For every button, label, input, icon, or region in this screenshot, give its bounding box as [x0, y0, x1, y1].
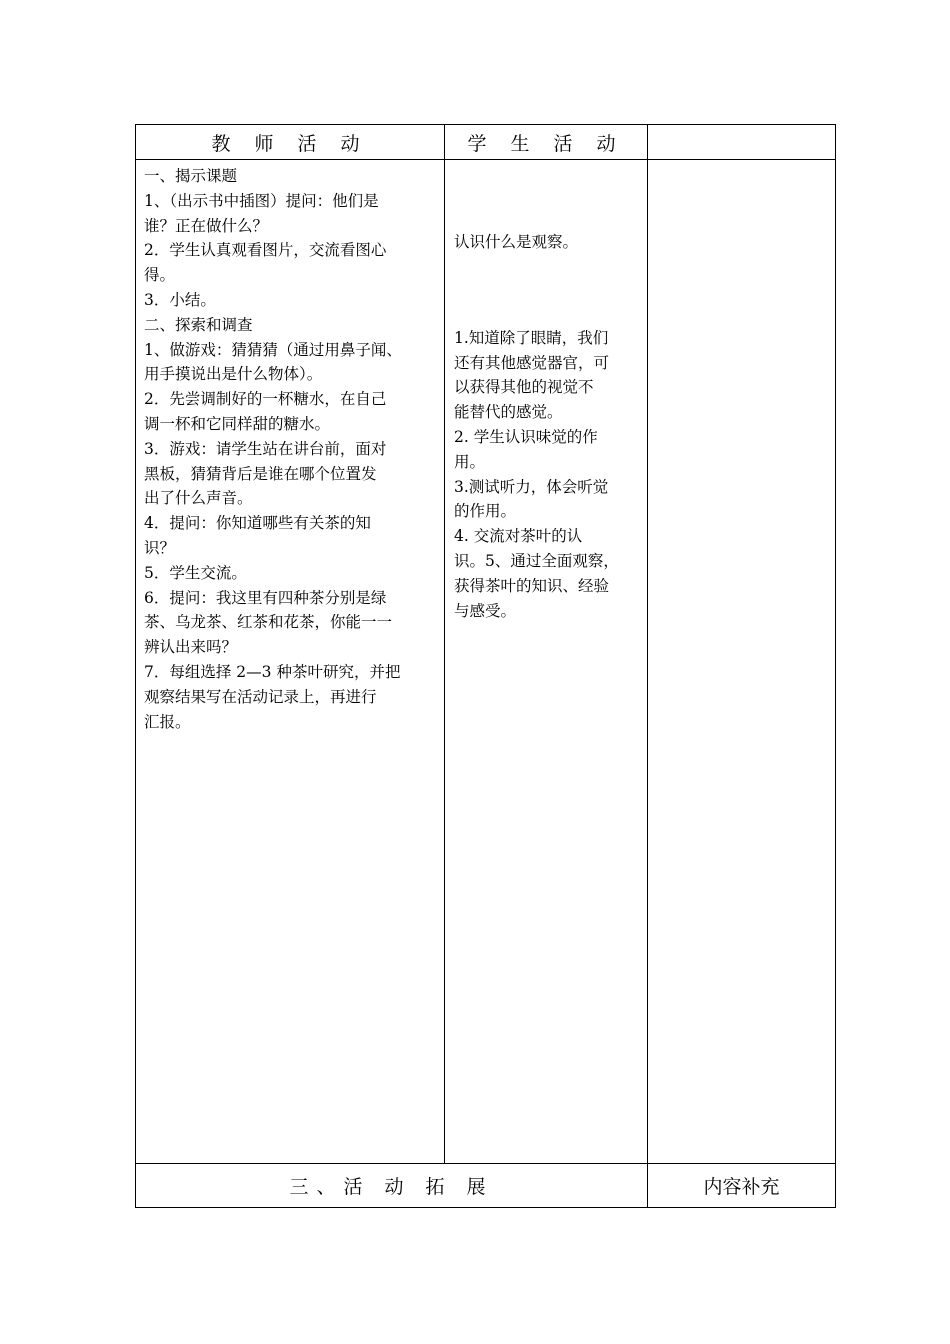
teacher-activity-line: 二、探索和调查	[144, 315, 253, 334]
teacher-activity-line: 辨认出来吗？	[144, 638, 238, 657]
student-activity-line: 识。5、通过全面观察，	[454, 551, 619, 570]
student-activity-line: 2. 学生认识味觉的作	[454, 427, 598, 446]
teacher-activity-line: 2．学生认真观看图片，交流看图心	[144, 241, 387, 260]
content-supplement-label: 内容补充	[648, 1164, 836, 1208]
header-row	[136, 125, 836, 160]
footer-row	[136, 1164, 836, 1208]
teacher-activity-line: 谁？正在做什么？	[144, 216, 269, 235]
teacher-activity-line: 得。	[144, 266, 176, 285]
student-activity-header: 学 生 活 动	[445, 125, 648, 160]
student-activity-line: 与感受。	[454, 601, 517, 620]
teacher-activity-line: 识？	[144, 538, 176, 557]
teacher-activity-line: 汇报。	[144, 712, 191, 731]
student-activity-line: 的作用。	[454, 502, 517, 521]
teacher-activity-line: 一、揭示课题	[144, 167, 238, 185]
teacher-activity-line: 3．游戏：请学生站在讲台前，面对	[144, 439, 387, 458]
student-activity-line: 还有其他感觉器官，可	[454, 353, 610, 372]
student-activity-line: 1.知道除了眼睛，我们	[454, 328, 609, 347]
teacher-activity-line: 5．学生交流。	[144, 563, 247, 582]
activity-extension-title: 三、活 动 拓 展	[136, 1164, 648, 1208]
teacher-activity-line: 茶、乌龙茶、红茶和花茶，你能一一	[144, 613, 393, 632]
content-row	[136, 160, 836, 1164]
teacher-activity-line: 黑板，猜猜背后是谁在哪个位置发	[144, 464, 377, 483]
notes-header	[648, 125, 836, 160]
teacher-activity-line: 调一杯和它同样甜的糖水。	[144, 414, 331, 433]
student-activity-line: 3.测试听力，体会听觉	[454, 477, 609, 496]
student-activity-line: 4. 交流对茶叶的认	[454, 527, 583, 546]
notes-cell	[648, 160, 836, 1164]
teacher-activity-text	[136, 160, 444, 734]
student-activity-line: 用。	[454, 452, 486, 471]
teacher-activity-header: 教 师 活 动	[136, 125, 445, 160]
teacher-activity-line: 3．小结。	[144, 290, 216, 309]
student-activity-cell	[445, 160, 648, 1164]
student-intro-text: 认识什么是观察。	[454, 233, 579, 251]
teacher-activity-cell	[136, 160, 445, 1164]
teacher-activity-line: 6．提问：我这里有四种茶分别是绿	[144, 588, 387, 607]
lesson-plan-table	[135, 124, 836, 1208]
teacher-activity-line: 2．先尝调制好的一杯糖水，在自己	[144, 390, 387, 409]
teacher-activity-line: 出了什么声音。	[144, 489, 253, 508]
student-activity-line: 获得茶叶的知识、经验	[454, 576, 610, 595]
teacher-activity-line: 7．每组选择 2—3 种茶叶研究，并把	[144, 662, 401, 681]
student-activity-line: 以获得其他的视觉不	[454, 378, 594, 397]
student-activity-text	[445, 326, 647, 624]
student-activity-line: 能替代的感觉。	[454, 403, 563, 422]
teacher-activity-line: 1、（出示书中插图）提问：他们是	[144, 191, 379, 210]
teacher-activity-line: 1、做游戏：猜猜猜（通过用鼻子闻、	[144, 340, 402, 359]
teacher-activity-line: 4．提问：你知道哪些有关茶的知	[144, 514, 371, 533]
teacher-activity-line: 用手摸说出是什么物体）。	[144, 365, 323, 384]
teacher-activity-line: 观察结果写在活动记录上，再进行	[144, 687, 377, 706]
